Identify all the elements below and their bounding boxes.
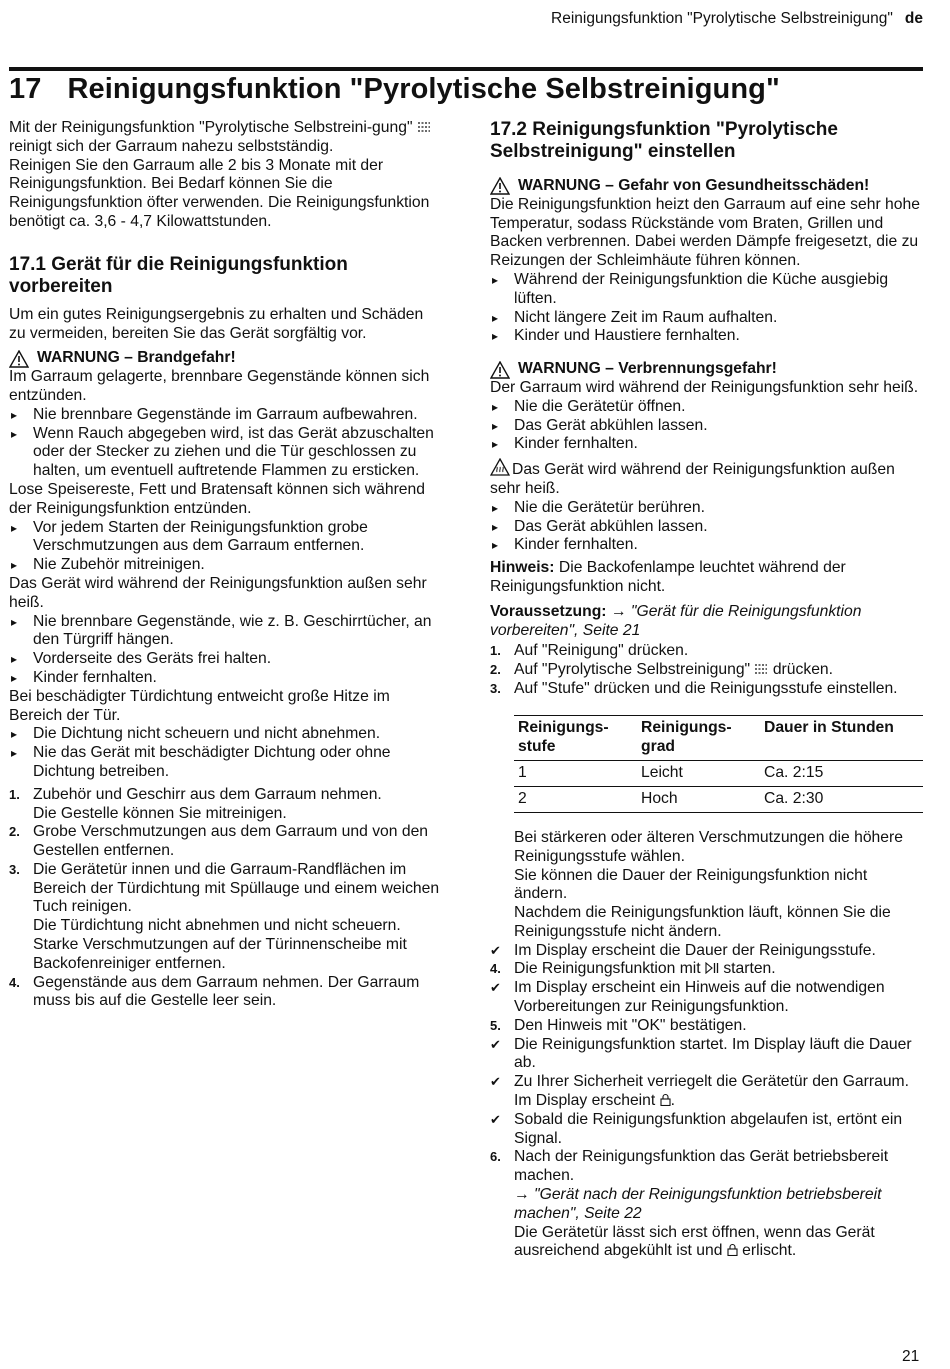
prerequisite-label: Voraussetzung: [490, 602, 607, 620]
section-17-1-intro: Um ein gutes Reinigungsergebnis zu erhalten und Schäden zu vermeiden, bereiten Sie das Gerät sorgfältig vor. [9, 305, 424, 342]
check-icon: ✔ [490, 1111, 501, 1127]
step-number: 6. [490, 1149, 501, 1165]
arrow-icon: → [514, 1186, 535, 1204]
table-row [514, 761, 923, 787]
setup-steps [490, 642, 924, 698]
fire-warning-list-4 [9, 725, 443, 781]
health-warning-label: WARNUNG – Gefahr von Gesundheitsschäden! [518, 177, 870, 194]
arrow-icon: → [606, 602, 631, 620]
list-item: ▸ Wenn Rauch abgegeben wird, ist das Gerät abzuschalten oder der Stecker zu ziehen und die Tür geschlossen zu halten, um eventuell auftretende Flammen zu ersticken. [9, 425, 443, 481]
table-cell: 1 [514, 761, 637, 787]
list-item: ▸ Vor jedem Starten der Reinigungsfunktion grobe Verschmutzungen aus dem Garraum entfernen. [9, 519, 443, 557]
table-header-cell: Dauer in Stunden [760, 716, 923, 761]
health-warning-text: Die Reinigungsfunktion heizt den Garraum auf eine sehr hohe Temperatur, sodass Rückstände vom Braten, Grillen und Backen verbrennen. Dabei werden Dämpfe freigesetzt, die zu Reizungen der Schleimhäute führen können. [490, 195, 920, 270]
language-code: de [904, 10, 923, 27]
pyrolysis-icon [754, 663, 768, 675]
prerequisite-link[interactable]: "Gerät für die Reinigungsfunktion vorbereiten", Seite 21 [490, 602, 862, 639]
step-line: Die Türdichtung nicht abnehmen und nicht scheuern. [33, 917, 401, 935]
lock-icon [660, 1093, 671, 1106]
intro-paragraph-1 [9, 119, 443, 157]
fire-warning-text-1: Im Garraum gelagerte, brennbare Gegenstände können sich entzünden. [9, 368, 430, 404]
list-item: ▸ Kinder und Haustiere fernhalten. [490, 327, 924, 346]
preparation-steps [9, 786, 443, 1012]
list-item: ▸ Das Gerät abkühlen lassen. [490, 417, 924, 436]
lock-icon [727, 1243, 738, 1256]
result-text: Im Display erscheint ein Hinweis auf die notwendigen Vorbereitungen zur Reinigungsfunktion. [514, 979, 885, 1016]
step-note [514, 1224, 924, 1262]
step-text: Auf "Stufe" drücken und die Reinigungsstufe einstellen. [514, 679, 898, 697]
step-item [9, 974, 443, 1012]
note-line: Bei stärkeren oder älteren Verschmutzungen die höhere Reinigungsstufe wählen. [514, 828, 903, 865]
intro-text-b: reinigt sich der Garraum nahezu selbstständig. [9, 137, 334, 155]
step-text: Nach der Reinigungsfunktion das Gerät betriebsbereit machen. [514, 1148, 889, 1185]
list-item: ▸ Nie brennbare Gegenstände im Garraum aufbewahren. [9, 406, 443, 425]
step-text: Auf "Reinigung" drücken. [514, 642, 689, 660]
header-title: Reinigungsfunktion "Pyrolytische Selbstreinigung" [551, 10, 893, 27]
hint-label: Hinweis: [490, 559, 555, 577]
step-line: Gegenstände aus dem Garraum nehmen. Der Garraum muss bis auf die Gestelle leer sein. [33, 973, 420, 1010]
burn-warning-label: WARNUNG – Verbrennungsgefahr! [518, 360, 777, 378]
table-header-row [514, 716, 923, 761]
fire-warning-list-3 [9, 613, 443, 688]
hint-text: Die Backofenlampe leuchtet während der Reinigungsfunktion nicht. [490, 559, 846, 595]
fire-warning-label: WARNUNG – Brandgefahr! [37, 349, 236, 367]
table-cell: Ca. 2:30 [760, 787, 923, 813]
table-cell: 2 [514, 787, 637, 813]
step-number: 5. [490, 1017, 501, 1033]
chapter-title [9, 73, 780, 106]
page-header [551, 10, 923, 28]
section-17-2-title: 17.2 Reinigungsfunktion "Pyrolytische Selbstreinigung" einstellen [490, 119, 838, 162]
list-item: ▸ Nicht längere Zeit im Raum aufhalten. [490, 309, 924, 328]
health-warning-list [490, 271, 924, 346]
right-column [490, 119, 924, 1261]
list-item: ▸ Nie brennbare Gegenstände, wie z. B. Geschirrtücher, an den Türgriff hängen. [9, 613, 443, 651]
list-item: ▸ Nie die Gerätetür öffnen. [490, 398, 924, 417]
step-number: 1. [9, 786, 20, 802]
list-item: ▸ Kinder fernhalten. [490, 435, 924, 454]
step-item [9, 786, 443, 824]
result-list-1 [490, 942, 924, 961]
note-line: Nachdem die Reinigungsfunktion läuft, können Sie die Reinigungsstufe nicht ändern. [514, 904, 891, 940]
warning-triangle-icon [490, 361, 510, 379]
hot-surface-text: Das Gerät wird während der Reinigungsfunktion außen sehr heiß. [490, 461, 895, 497]
step-line: Zubehör und Geschirr aus dem Garraum nehmen. [33, 785, 382, 803]
table-row [514, 787, 923, 813]
reference-link[interactable]: "Gerät nach der Reinigungsfunktion betriebsbereit machen", Seite 22 [514, 1186, 882, 1222]
check-icon: ✔ [490, 1036, 501, 1052]
step-number: 1. [490, 643, 501, 659]
result-list-3 [490, 1036, 924, 1149]
left-column [9, 119, 443, 1011]
warning-triangle-icon [9, 350, 29, 368]
pyrolysis-icon [417, 121, 431, 133]
step-text: Die Reinigungsfunktion mit [514, 960, 705, 978]
step-item [490, 642, 924, 661]
step-text: drücken. [768, 661, 833, 679]
step-item [9, 861, 443, 974]
hot-surface-warning [490, 458, 924, 499]
step-text: erlischt. [737, 1242, 797, 1260]
fire-warning-list-1 [9, 406, 443, 481]
setup-steps-cont-3 [490, 1148, 924, 1261]
list-item: ▸ Das Gerät abkühlen lassen. [490, 518, 924, 537]
result-text: Zu Ihrer Sicherheit verriegelt die Gerätetür den Garraum. Im Display erscheint [514, 1073, 909, 1110]
step-text: Die Gerätetür lässt sich erst öffnen, wenn das Gerät ausreichend abgekühlt ist und [514, 1223, 875, 1260]
result-item [490, 1111, 924, 1149]
chapter-title-text: Reinigungsfunktion "Pyrolytische Selbstreinigung" [67, 73, 780, 105]
intro-paragraph-2: Reinigen Sie den Garraum alle 2 bis 3 Monate mit der Reinigungsfunktion. Bei Bedarf können Sie die Reinigungsfunktion öfter verwenden. Die Reinigungsfunktion benötigt ca. 3,6 - 4,7 Kilowattstunden. [9, 156, 430, 230]
burn-warning-heading [490, 360, 924, 379]
list-item: ▸ Während der Reinigungsfunktion die Küche ausgiebig lüften. [490, 271, 924, 309]
list-item: ▸ Kinder fernhalten. [490, 536, 924, 555]
step-number: 4. [490, 961, 501, 977]
step-item [490, 1017, 924, 1036]
hint-note [490, 559, 924, 597]
table-header-cell: Reinigungs-grad [637, 716, 760, 761]
step-item [490, 960, 924, 979]
start-stop-icon [705, 962, 719, 974]
step-number: 4. [9, 974, 20, 990]
list-item: ▸ Nie das Gerät mit beschädigter Dichtung oder ohne Dichtung betreiben. [9, 744, 443, 782]
fire-warning-text-2: Lose Speisereste, Fett und Bratensaft können sich während der Reinigungsfunktion entzünden. [9, 480, 425, 517]
result-item [490, 942, 924, 961]
burn-warning-list [490, 398, 924, 454]
page-number: 21 [902, 1348, 920, 1365]
note-line: Sie können die Dauer der Reinigungsfunktion nicht ändern. [514, 866, 868, 903]
cleaning-level-table [514, 716, 923, 813]
step-text: Den Hinweis mit "OK" bestätigen. [514, 1016, 747, 1034]
check-icon: ✔ [490, 942, 501, 958]
table-cell: Hoch [637, 787, 760, 813]
step-line: Die Gestelle können Sie mitreinigen. [33, 804, 287, 822]
fire-warning-text-4: Bei beschädigter Türdichtung entweicht große Hitze im Bereich der Tür. [9, 687, 390, 724]
step-reference [514, 1186, 924, 1224]
table-cell: Leicht [637, 761, 760, 787]
fire-warning-heading [9, 349, 443, 368]
list-item: ▸ Kinder fernhalten. [9, 669, 443, 688]
list-item: ▸ Nie die Gerätetür berühren. [490, 499, 924, 518]
header-rule [9, 67, 923, 71]
step-line: Grobe Verschmutzungen aus dem Garraum und von den Gestellen entfernen. [33, 823, 429, 860]
list-item: ▸ Die Dichtung nicht scheuern und nicht abnehmen. [9, 725, 443, 744]
result-item [490, 979, 924, 1017]
step-text: starten. [718, 960, 776, 978]
step-item [490, 1148, 924, 1261]
fire-warning-list-2 [9, 519, 443, 575]
step-line: Die Gerätetür innen und die Garraum-Randflächen im Bereich der Türdichtung mit Spüllauge und einem weichen Tuch reinigen. [33, 860, 440, 916]
step-line: Starke Verschmutzungen auf der Türinnenscheibe mit Backofenreiniger entfernen. [33, 936, 407, 972]
step-number: 3. [490, 680, 501, 696]
step-number: 2. [9, 824, 20, 840]
health-warning-heading [490, 177, 924, 196]
result-text: Sobald die Reinigungsfunktion abgelaufen ist, ertönt ein Signal. [514, 1110, 903, 1147]
table-header-cell: Reinigungs-stufe [514, 716, 637, 761]
step-item [490, 661, 924, 680]
check-icon: ✔ [490, 1074, 501, 1090]
result-list-2 [490, 979, 924, 1017]
step-text: Auf "Pyrolytische Selbstreinigung" [514, 661, 755, 679]
table-cell: Ca. 2:15 [760, 761, 923, 787]
after-table-notes [490, 829, 924, 942]
hot-surface-icon [490, 458, 510, 476]
step-number: 2. [490, 662, 501, 678]
step-item [9, 823, 443, 861]
setup-steps-cont-1 [490, 960, 924, 979]
fire-warning-text-3: Das Gerät wird während der Reinigungsfunktion außen sehr heiß. [9, 574, 427, 611]
step-number: 3. [9, 861, 20, 877]
burn-warning-text: Der Garraum wird während der Reinigungsfunktion sehr heiß. [490, 378, 919, 396]
result-item [490, 1073, 924, 1111]
cleaning-level-table-wrap [514, 715, 923, 813]
check-icon: ✔ [490, 980, 501, 996]
result-text: Im Display erscheint die Dauer der Reinigungsstufe. [514, 941, 876, 959]
intro-text-a: Mit der Reinigungsfunktion "Pyrolytische Selbstreini-gung" [9, 119, 417, 136]
list-item: ▸ Nie Zubehör mitreinigen. [9, 556, 443, 575]
result-text: . [670, 1092, 675, 1110]
step-item [490, 680, 924, 699]
result-item [490, 1036, 924, 1074]
warning-triangle-icon [490, 177, 510, 195]
setup-steps-cont-2 [490, 1017, 924, 1036]
prerequisite [490, 603, 924, 641]
hot-surface-list [490, 499, 924, 555]
chapter-number: 17 [9, 73, 42, 105]
list-item: ▸ Vorderseite des Geräts frei halten. [9, 650, 443, 669]
result-text: Die Reinigungsfunktion startet. Im Display läuft die Dauer ab. [514, 1035, 912, 1072]
section-17-1-title: 17.1 Gerät für die Reinigungsfunktion vorbereiten [9, 253, 348, 297]
